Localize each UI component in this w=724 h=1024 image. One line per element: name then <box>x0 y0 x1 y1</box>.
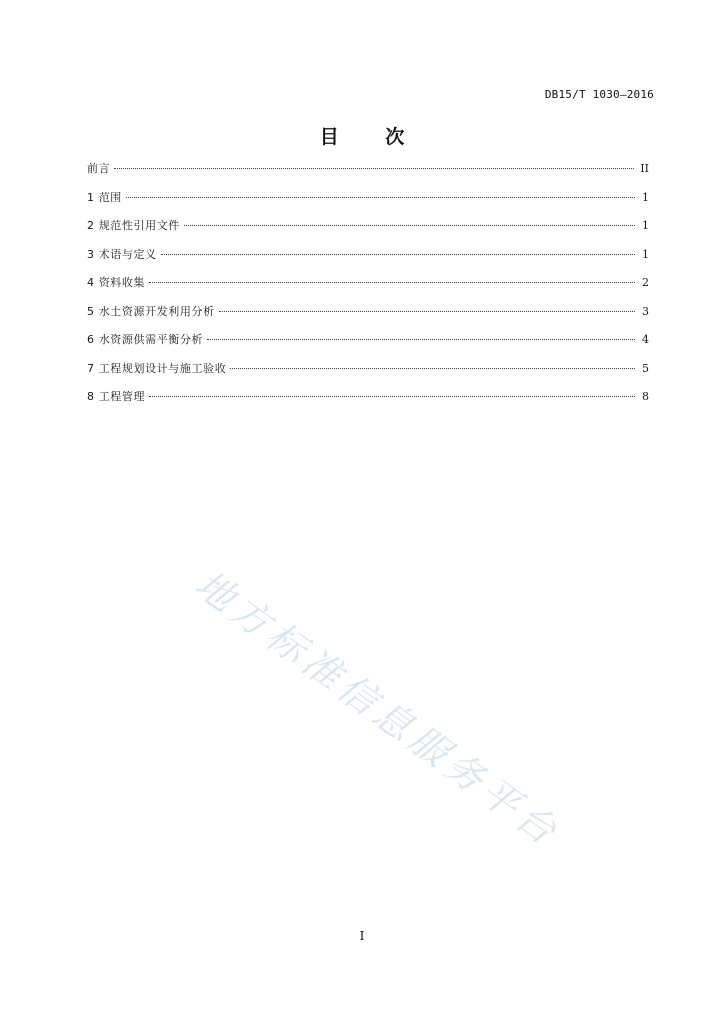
toc-entry-page: 5 <box>642 361 649 375</box>
toc-entry-page: 2 <box>642 276 649 289</box>
toc-entry-page: 4 <box>642 333 649 346</box>
toc-entry-1[interactable] <box>87 188 649 217</box>
toc-entry-6[interactable] <box>87 330 649 359</box>
toc-entry-5[interactable] <box>87 302 649 331</box>
watermark: 地方标准信息服务平台 <box>187 561 569 856</box>
toc-entry-8[interactable] <box>87 387 649 416</box>
toc-entry-label: 2 规范性引用文件 <box>87 219 180 232</box>
toc-entry-label: 4 资料收集 <box>87 276 146 289</box>
toc-entry-4[interactable] <box>87 273 649 302</box>
toc-entry-foreword[interactable] <box>87 159 649 188</box>
toc-dot-leader <box>114 168 634 169</box>
toc-dot-leader <box>219 311 635 312</box>
toc-entry-page: 8 <box>642 390 649 403</box>
toc-entry-label: 7 工程规划设计与施工验收 <box>87 361 227 375</box>
toc-entry-page: 1 <box>642 190 649 204</box>
toc-entry-page: 1 <box>642 247 649 261</box>
toc-dot-leader <box>149 396 635 397</box>
toc-entry-label: 6 水资源供需平衡分析 <box>87 333 204 346</box>
page-title: 目 次 <box>319 126 425 148</box>
toc-dot-leader <box>207 339 635 340</box>
toc-dot-leader <box>184 225 635 226</box>
toc-entry-label: 1 范围 <box>87 190 122 204</box>
toc-entry-page: II <box>640 162 649 175</box>
toc-dot-leader <box>161 254 635 255</box>
toc-entry-3[interactable] <box>87 245 649 274</box>
toc-entry-page: 1 <box>642 219 649 232</box>
table-of-contents <box>87 159 649 416</box>
page-number: I <box>359 929 365 943</box>
toc-entry-2[interactable] <box>87 216 649 245</box>
toc-entry-label: 5 水土资源开发利用分析 <box>87 304 215 318</box>
toc-entry-label: 前言 <box>87 162 111 175</box>
toc-dot-leader <box>230 368 635 369</box>
toc-dot-leader <box>149 282 635 283</box>
document-code: DB15/T 1030—2016 <box>544 88 654 101</box>
toc-entry-7[interactable] <box>87 359 649 388</box>
toc-entry-label: 3 术语与定义 <box>87 247 157 261</box>
toc-entry-label: 8 工程管理 <box>87 390 146 403</box>
toc-dot-leader <box>126 197 635 198</box>
toc-entry-page: 3 <box>642 304 649 318</box>
